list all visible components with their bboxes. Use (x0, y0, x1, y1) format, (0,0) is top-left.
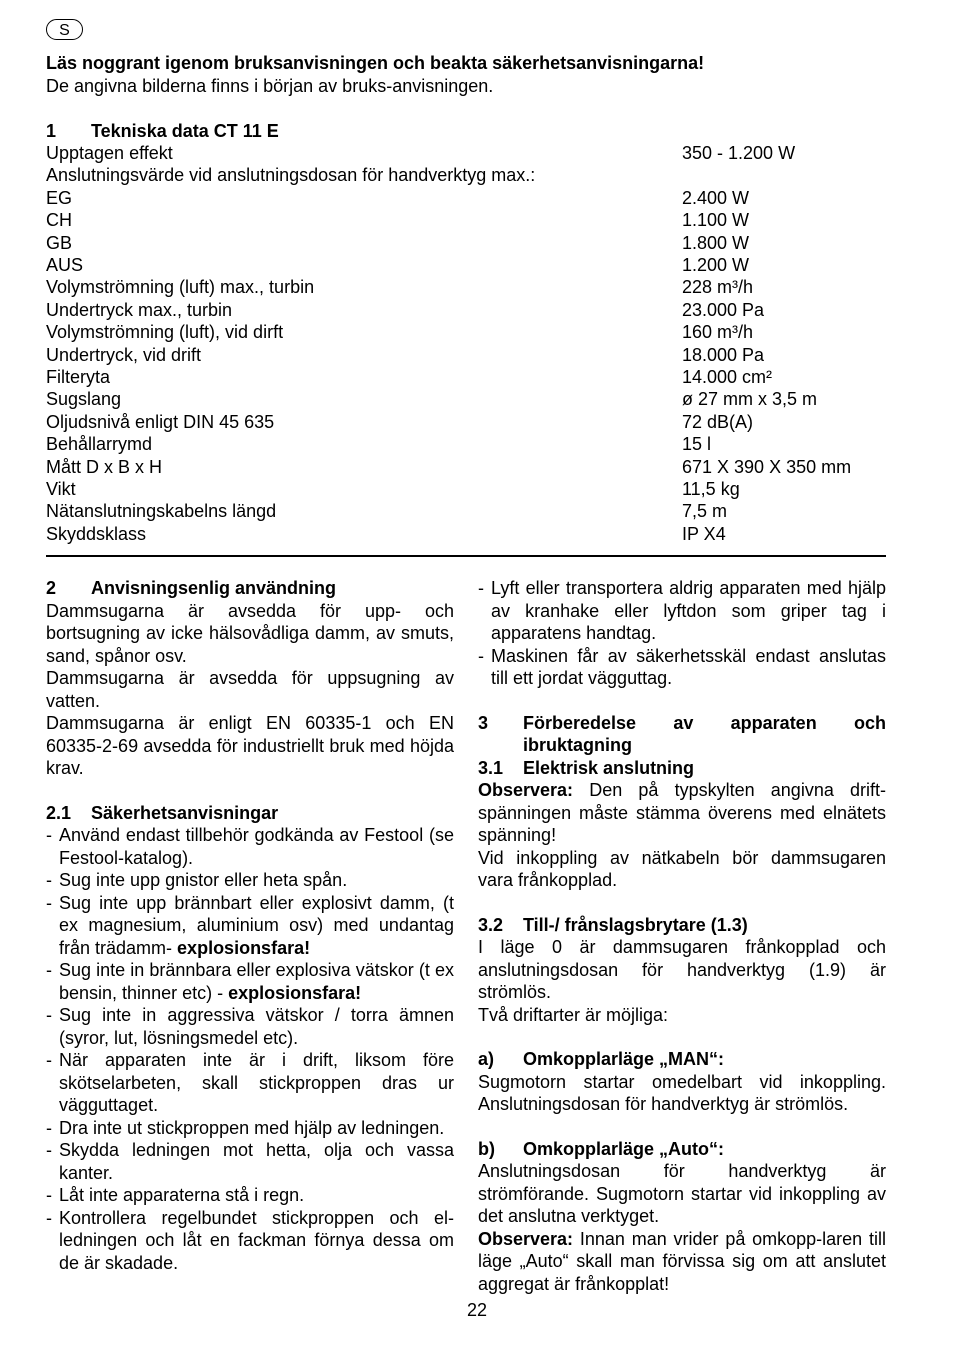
spec-label: CH (46, 210, 72, 231)
mode-man-paragraph: Sugmotorn startar omedelbart vid inkoppling. Anslutningsdosan för handverktyg är strömlös. (478, 1071, 886, 1114)
spec-label: Skyddsklass (46, 523, 147, 544)
spec-label: Anslutningsvärde vid anslutningsdosan för handverktyg max.: (46, 165, 536, 186)
section-2-heading (46, 577, 454, 600)
spec-value: 14.000 cm² (682, 367, 773, 387)
section-number: 3.2 (478, 914, 504, 935)
mode-auto-heading (478, 1138, 886, 1161)
section-title: Till-/ frånslagsbrytare (1.3) (523, 914, 748, 935)
mode-auto-paragraph: Anslutningsdosan för handverktyg är strömförande. Sugmotorn startar vid inkoppling av det anslutna verktyget. (478, 1161, 886, 1226)
section-3-2-heading (478, 914, 886, 937)
section-title: Förberedelse av apparaten och (523, 712, 886, 733)
list-item (46, 892, 454, 960)
spec-label: Mått D x B x H (46, 456, 163, 477)
spec-label: Undertryck, vid drift (46, 344, 202, 365)
spec-label: EG (46, 187, 73, 208)
switch-off-paragraph: I läge 0 är dammsugaren frånkopplad och anslutningsdosan för handverktyg (1.9) är strömlös. (478, 937, 886, 1002)
spec-value: 350 - 1.200 W (682, 143, 796, 163)
section-title: Anvisningsenlig användning (91, 578, 337, 598)
list-item-text: Sug inte in brännbara eller explosiva vätskor (t ex bensin, thinner etc) - (59, 960, 454, 1003)
spec-label: Nätanslutningskabelns längd (46, 501, 277, 522)
spec-label: Vikt (46, 479, 76, 499)
spec-value: 228 m³/h (682, 277, 754, 298)
standards-paragraph: Dammsugarna är enligt EN 60335-1 och EN 60335-2-69 avsedda för industriellt bruk med höjda krav. (46, 713, 454, 778)
table-row (46, 366, 886, 388)
section-divider (46, 555, 886, 557)
spec-label: Upptagen effekt (46, 143, 173, 163)
table-row (46, 478, 886, 500)
table-row (46, 500, 886, 522)
spec-value: 18.000 Pa (682, 344, 765, 365)
spec-label: Volymströmning (luft), vid dirft (46, 322, 284, 343)
section-number: 2 (46, 578, 57, 598)
list-item: - Kontrollera regelbundet stickproppen och el-ledningen och låt en fackman förnya dessa om de är skadade. (46, 1207, 454, 1275)
spec-label: Oljudsnivå enligt DIN 45 635 (46, 411, 275, 432)
spec-value: 2.400 W (682, 187, 750, 208)
mode-letter: a) (478, 1049, 495, 1069)
table-row (46, 232, 886, 254)
table-row (46, 209, 886, 231)
spec-value: IP X4 (682, 523, 726, 544)
spec-label: GB (46, 232, 73, 253)
list-item: - Sug inte upp gnistor eller heta spån. (46, 869, 454, 892)
right-column (478, 577, 886, 1295)
list-item: - Använd endast tillbehör godkända av Festool (se Festool-katalog). (46, 824, 454, 869)
list-item: - Låt inte apparaterna stå i regn. (46, 1184, 454, 1207)
spec-value: 7,5 m (682, 501, 728, 522)
spec-value: ø 27 mm x 3,5 m (682, 389, 818, 410)
table-row (46, 456, 886, 478)
table-row (46, 142, 886, 164)
modes-paragraph: Två driftarter är möjliga: (478, 1004, 669, 1025)
mode-title: Omkopplarläge „Auto“: (523, 1138, 725, 1159)
section-3-1-heading (478, 757, 886, 780)
spec-value: 1.100 W (682, 210, 750, 231)
list-item-text: Sug inte upp brännbart eller explosivt damm, (t ex magnesium, aluminium osv) med undantag från trädamm- (59, 892, 454, 958)
spec-value: 671 X 390 X 350 mm (682, 456, 852, 477)
section-number: 2.1 (46, 802, 72, 823)
spec-label: Behållarrymd (46, 434, 153, 455)
table-row (46, 164, 886, 186)
list-item: - Maskinen får av säkerhetsskäl endast anslutas till ett jordat vägguttag. (478, 645, 886, 690)
section-title: Elektrisk anslutning (523, 757, 695, 778)
table-row (46, 321, 886, 343)
page-number: 22 (466, 1300, 488, 1320)
table-row (46, 523, 886, 545)
table-row (46, 276, 886, 298)
spec-value: 1.200 W (682, 255, 750, 275)
table-row (46, 388, 886, 410)
spec-label: AUS (46, 255, 84, 275)
spec-label: Filteryta (46, 367, 111, 387)
list-item (46, 959, 454, 1004)
mode-man-heading (478, 1048, 886, 1071)
voltage-note (478, 779, 886, 847)
spec-label: Volymströmning (luft) max., turbin (46, 277, 315, 298)
intended-use-paragraph: Dammsugarna är avsedda för upp- och bortsugning av icke hälsovådliga damm, av smuts, sand, spånor osv. (46, 600, 454, 666)
auto-switch-note (478, 1228, 886, 1296)
spec-value: 23.000 Pa (682, 299, 765, 320)
spec-value: 1.800 W (682, 232, 750, 253)
spec-label: Undertryck max., turbin (46, 299, 233, 320)
table-row (46, 299, 886, 321)
note-label: Observera: (478, 1228, 574, 1249)
section-title: Tekniska data CT 11 E (91, 121, 279, 141)
figures-note: De angivna bilderna finns i början av bruks-anvisningen. (46, 76, 494, 96)
spec-value: 160 m³/h (682, 322, 754, 343)
language-badge: S (46, 19, 83, 40)
list-item: - När apparaten inte är i drift, liksom före skötselarbeten, skall stickproppen dras ur vägguttaget. (46, 1049, 454, 1117)
section-number: 1 (46, 121, 57, 141)
left-column (46, 577, 454, 1274)
explosion-warning: explosionsfara! (228, 982, 362, 1003)
explosion-warning: explosionsfara! (177, 937, 311, 958)
tech-data-heading (46, 120, 279, 142)
note-text: Den på typskylten angivna drift-spänningen måste stämma överens med elnätets spänning! (478, 780, 886, 845)
table-row (46, 344, 886, 366)
table-row (46, 433, 886, 455)
section-2-1-heading (46, 802, 454, 825)
mode-letter: b) (478, 1138, 495, 1159)
section-title-continued: ibruktagning (523, 735, 632, 755)
section-number: 3.1 (478, 757, 504, 778)
list-item: - Lyft eller transportera aldrig apparaten med hjälp av kranhake eller lyftdon som griper tag i apparatens handtag. (478, 577, 886, 645)
spec-value: 15 l (682, 434, 712, 455)
section-number: 3 (478, 712, 489, 733)
cable-note: Vid inkoppling av nätkabeln bör dammsugaren vara frånkopplad. (478, 847, 886, 890)
spec-label: Sugslang (46, 389, 122, 410)
table-row (46, 254, 886, 276)
list-item: - Skydda ledningen mot hetta, olja och vassa kanter. (46, 1139, 454, 1184)
list-item: - Dra inte ut stickproppen med hjälp av ledningen. (46, 1117, 454, 1140)
section-title: Säkerhetsanvisningar (91, 802, 279, 823)
mode-title: Omkopplarläge „MAN“: (523, 1049, 725, 1069)
water-use-paragraph: Dammsugarna är avsedda för uppsugning av vatten. (46, 668, 454, 711)
list-item: - Sug inte in aggressiva vätskor / torra ämnen (syror, lut, lösningsmedel etc). (46, 1004, 454, 1049)
section-3-heading (478, 712, 886, 757)
table-row (46, 411, 886, 433)
note-text: Innan man vrider på omkopp-laren till läge „Auto“ skall man förvissa sig om att anslutet aggregat är frånkopplat! (478, 1228, 886, 1294)
note-label: Observera: (478, 780, 574, 800)
spec-value: 72 dB(A) (682, 411, 754, 432)
table-row (46, 187, 886, 209)
safety-warning-heading: Läs noggrant igenom bruksanvisningen och beakta säkerhetsanvisningarna! (46, 53, 705, 73)
spec-value: 11,5 kg (682, 479, 740, 499)
